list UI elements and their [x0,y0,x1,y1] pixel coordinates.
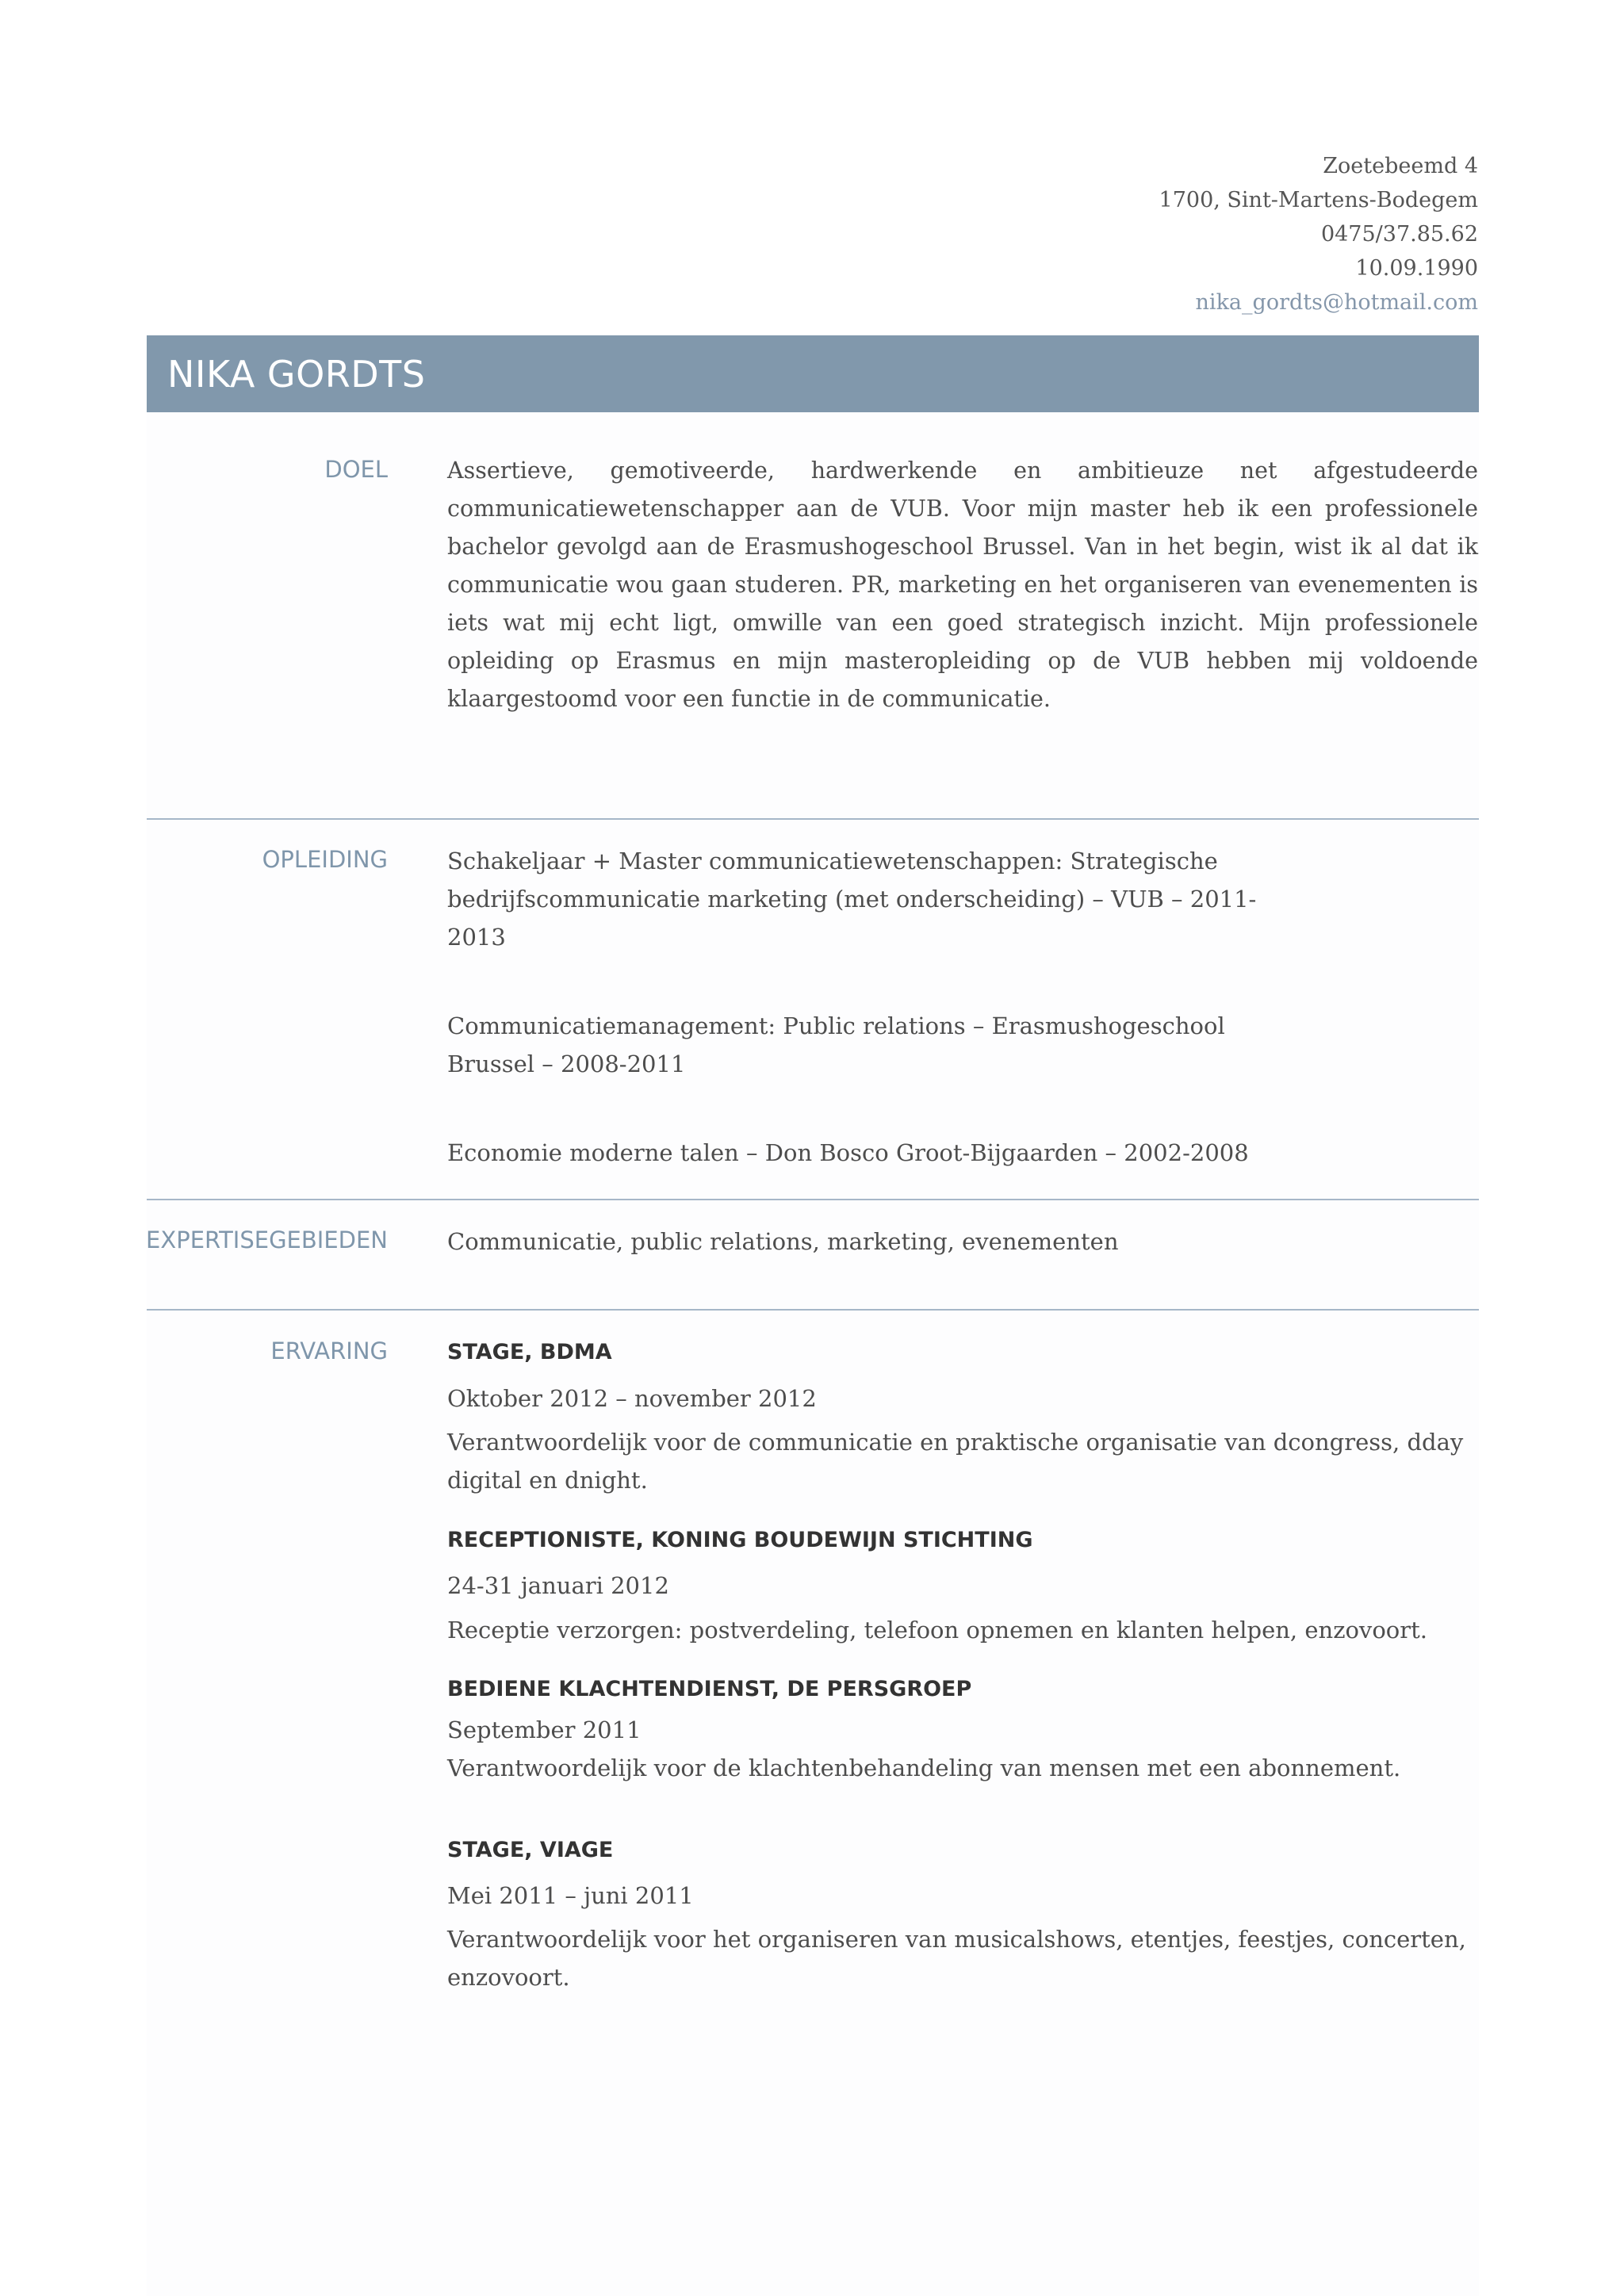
job-description: Receptie verzorgen: postverdeling, telefoon opnemen en klanten helpen, enzovoort. [447,1617,1427,1644]
job-period: September 2011 [447,1716,642,1743]
job-title: BEDIENE KLACHTENDIENST, DE PERSGROEP [447,1677,972,1701]
job-title: STAGE, BDMA [447,1340,612,1364]
contact-street: Zoetebeemd 4 [1323,154,1478,178]
contact-phone: 0475/37.85.62 [1320,222,1478,247]
doel-text: Assertieve, gemotiveerde, hardwerkende en ambitieuze net afgestudeerde communicatiewetenschapper aan de VUB. Voor mijn master heb ik een professionele bachelor gevolgd aan de Erasmushogeschool Brussel. Van in het begin, wist ik al dat ik communicatie wou gaan studeren. PR, marketing en het organiseren van evenementen is iets wat mij echt ligt, omwille van een goed strategisch inzicht. Mijn professionele opleiding op Erasmus en mijn masteropleiding op de VUB hebben mij voldoende klaargestoomd voor een functie in de communicatie. [447,457,1478,712]
section-divider [147,1199,1479,1200]
education-item: Schakeljaar + Master communicatiewetenschappen: Strategische bedrijfscommunicatie marketing (met onderscheiding) – VUB – 2011-2013 [447,848,1257,951]
section-divider [147,818,1479,820]
job-period: Oktober 2012 – november 2012 [447,1385,817,1412]
contact-block [923,149,1478,320]
name-banner [147,335,1479,412]
section-divider [147,1309,1479,1311]
job-period: 24-31 januari 2012 [447,1572,669,1599]
section-label-doel: DOEL [324,456,388,483]
section-label-expertise: EXPERTISEGEBIEDEN [146,1226,388,1253]
section-label-opleiding: OPLEIDING [262,846,388,873]
job-description: Verantwoordelijk voor het organiseren van musicalshows, etentjes, feestjes, concerten, enzovoort. [447,1926,1466,1991]
education-item: Communicatiemanagement: Public relations – Erasmushogeschool Brussel – 2008-2011 [447,1012,1225,1077]
job-description: Verantwoordelijk voor de klachtenbehandeling van mensen met een abonnement. [447,1755,1401,1781]
job-period: Mei 2011 – juni 2011 [447,1882,694,1909]
job-title: STAGE, VIAGE [447,1838,614,1862]
contact-city: 1700, Sint-Martens-Bodegem [1159,188,1478,212]
education-item: Economie moderne talen – Don Bosco Groot-Bijgaarden – 2002-2008 [447,1139,1249,1166]
page-title: NIKA GORDTS [167,353,426,396]
job-description: Verantwoordelijk voor de communicatie en praktische organisatie van dcongress, dday digital en dnight. [447,1429,1464,1494]
section-label-ervaring: ERVARING [270,1337,388,1364]
contact-birthdate: 10.09.1990 [1355,256,1478,281]
contact-email[interactable]: nika_gordts@hotmail.com [1195,290,1478,315]
job-title: RECEPTIONISTE, KONING BOUDEWIJN STICHTING [447,1528,1033,1552]
expertise-text: Communicatie, public relations, marketing, evenementen [447,1228,1119,1255]
